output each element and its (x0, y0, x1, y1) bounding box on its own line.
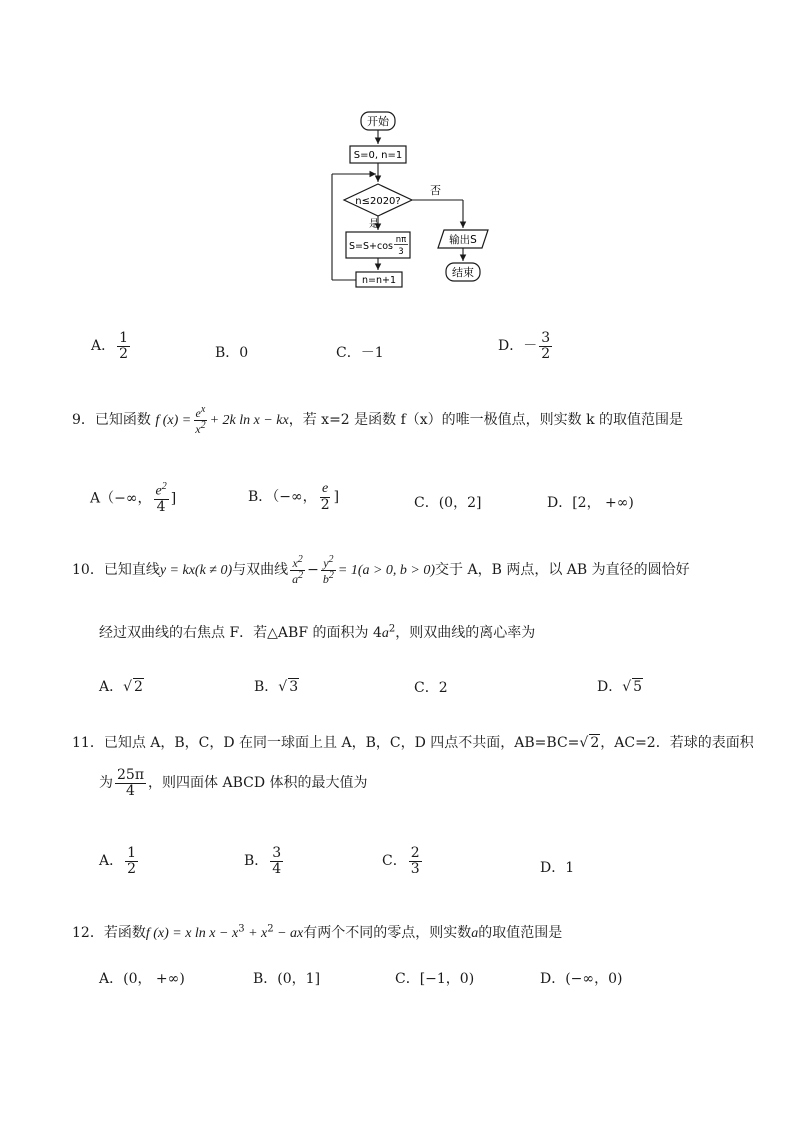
q8-option-d (498, 331, 554, 361)
q10-frac2-den-sup: 2 (328, 569, 334, 581)
q10-option-b-sqrt: √ 3 (278, 679, 299, 695)
q12-tail-b: 的取值范围是 (478, 925, 563, 941)
q10-option-b-rad: 3 (289, 679, 299, 695)
q10-stem-line1 (72, 555, 690, 585)
q11-frac-den: 4 (126, 782, 135, 799)
q10-frac1-num (290, 555, 304, 571)
q9-stem (72, 405, 683, 435)
q10-frac2-den-base: b (322, 571, 329, 586)
increment-label: n=n+1 (361, 275, 397, 286)
q10-frac1-den-base: a (292, 571, 299, 586)
no-label: 否 (430, 184, 441, 197)
q9-func-lhs: f (x) = (155, 413, 192, 429)
q12-option-b: B．(0，1] (253, 971, 321, 987)
q12-sup3: 3 (238, 923, 245, 935)
q10-frac2-num-base: y (323, 556, 329, 570)
q11-option-b-label: B． (244, 853, 269, 870)
q12-sup2: 2 (267, 923, 274, 935)
q10-frac-1 (290, 555, 305, 585)
q10-frac1-den-sup: 2 (298, 569, 304, 581)
body-label: S=S+cos (349, 241, 393, 252)
q12-tail-var: a (471, 926, 479, 941)
q12-option-c: C．[−1，0) (395, 971, 475, 987)
q10-option-a (99, 676, 144, 696)
q10-option-a-rad: 2 (134, 679, 143, 695)
q11-option-c-frac (409, 846, 422, 876)
q10-option-d (597, 676, 643, 696)
output-label: 输出S (449, 234, 477, 246)
q11-stem-line2 (99, 768, 368, 798)
q9-frac-den-base: x (195, 421, 201, 436)
q11-line1-b: ，AC=2．若球的表面积 (600, 735, 754, 751)
q8-option-a-den: 2 (119, 345, 129, 362)
q12-stem (72, 922, 562, 942)
q12-tail-a: 有两个不同的零点，则实数 (303, 925, 472, 941)
q9-option-b-close: ] (333, 489, 340, 506)
q9-frac-num (194, 405, 208, 421)
q11-line2-b: ，则四面体 ABCD 体积的最大值为 (148, 775, 368, 792)
q11-option-a-label: A． (99, 853, 124, 870)
q9-func-rest: + 2k ln x − kx (209, 413, 289, 429)
q10-lead: 10．已知直线 (72, 562, 160, 579)
q11-option-b (244, 846, 285, 876)
q12-lead: 12．若函数 (72, 925, 146, 941)
q11-option-c-label: C． (382, 853, 407, 870)
condition-label: n≤2020? (355, 196, 401, 207)
q10-option-d-label: D． (597, 679, 623, 695)
q9-option-b-label: B．（−∞， (248, 489, 317, 506)
q11-option-c (382, 846, 424, 876)
q9-tail: ，若 x=2 是函数 f（x）的唯一极值点，则实数 k 的取值范围是 (288, 412, 684, 429)
q9-option-a (90, 482, 176, 515)
q12-rest: − ax (273, 926, 304, 941)
q10-frac1-den (290, 571, 305, 586)
q9-frac (193, 405, 207, 435)
q9-frac-num-base: e (195, 406, 201, 420)
q10-line2-sup: 2 (388, 623, 396, 635)
q8-option-d-den: 2 (541, 345, 551, 362)
q8-option-b: B．0 (215, 345, 249, 361)
q10-frac1-num-base: x (292, 556, 298, 570)
q8-option-a-label: A． (91, 338, 116, 355)
q10-line-eq: y = kx(k ≠ 0) (159, 563, 233, 579)
q10-option-c: C．2 (414, 680, 448, 696)
q10-eq-rest: = 1(a > 0, b > 0) (337, 563, 436, 579)
q11-sqrt: √ 2 (579, 735, 600, 751)
q11-line2-a: 为 (99, 775, 113, 792)
q10-line2-a: 经过双曲线的右焦点 F．若△ABF 的面积为 4 (99, 625, 382, 641)
q9-option-a-den: 4 (156, 499, 166, 516)
q9-frac-num-sup: x (200, 404, 206, 415)
q8-option-a-frac (117, 331, 130, 361)
q12-option-d: D．(−∞，0) (540, 971, 623, 987)
q10-tail: 交于 A，B 两点，以 AB 为直径的圆恰好 (435, 562, 690, 579)
q11-rad: 2 (590, 735, 600, 751)
q11-option-d: D．1 (540, 860, 575, 876)
q9-option-b-den: 2 (320, 496, 330, 513)
q11-option-c-den: 3 (410, 860, 420, 877)
q8-option-d-frac (539, 331, 552, 361)
q11-stem-line1 (72, 732, 754, 752)
q10-frac2-den (321, 571, 336, 586)
q10-line2-b: ，则双曲线的离心率为 (395, 625, 536, 641)
q9-option-a-num-base: e (155, 483, 162, 499)
init-label: S=0, n=1 (353, 150, 403, 161)
body-frac-num: nπ (395, 235, 407, 245)
q10-mid: 与双曲线 (232, 562, 289, 579)
q9-option-b (248, 482, 339, 512)
q8-option-c: C．－1 (336, 345, 384, 361)
q9-option-a-num-sup: 2 (161, 481, 167, 492)
q10-option-b (254, 676, 299, 696)
q10-option-a-label: A． (99, 679, 124, 695)
q9-option-a-close: ] (170, 490, 177, 507)
start-label: 开始 (367, 115, 389, 128)
q9-option-a-frac (154, 482, 169, 515)
q11-option-c-num: 2 (410, 845, 420, 861)
q11-line1-a: 11．已知点 A，B，C，D 在同一球面上且 A，B，C，D 四点不共面，AB=BC= (72, 735, 580, 751)
q10-line2-var: a (381, 626, 389, 641)
flowchart (320, 106, 500, 290)
q10-frac1-num-sup: 2 (297, 554, 303, 565)
q11-option-b-den: 4 (272, 860, 282, 877)
q9-option-b-num: e (322, 481, 329, 496)
body-frac-den: 3 (398, 247, 404, 257)
q10-frac-2 (321, 555, 336, 585)
q11-option-a-frac (125, 846, 138, 876)
q11-option-a-den: 2 (127, 860, 137, 877)
q10-option-b-label: B． (254, 679, 279, 695)
q11-option-a-num: 1 (127, 845, 137, 861)
q10-option-d-rad: 5 (633, 679, 643, 695)
yes-label: 是 (369, 219, 379, 230)
q10-option-a-sqrt: √ 2 (123, 679, 143, 695)
q9-option-d: D．[2， +∞) (547, 495, 634, 511)
q8-option-d-label: D．－ (498, 338, 538, 355)
q11-option-a (99, 846, 140, 876)
q10-frac2-num (321, 555, 335, 571)
q11-frac (115, 768, 146, 798)
q10-minus: − (307, 562, 319, 579)
q11-frac-num: 25π (117, 767, 145, 783)
q10-stem-line2 (99, 622, 535, 642)
q8-option-a (91, 331, 132, 361)
q9-option-b-frac (319, 482, 332, 512)
q12-func: f (x) = x ln x − x (145, 926, 239, 941)
q9-lead: 9．已知函数 (72, 412, 151, 429)
q9-option-a-label: A（−∞， (90, 490, 152, 507)
q10-frac2-num-sup: 2 (328, 554, 334, 565)
q11-option-b-num: 3 (272, 845, 282, 861)
q8-option-a-num: 1 (119, 330, 129, 346)
q9-option-a-num (154, 482, 169, 500)
q9-frac-den (193, 421, 207, 436)
end-label: 结束 (452, 266, 474, 279)
q8-option-d-num: 3 (541, 330, 551, 346)
q11-option-b-frac (270, 846, 283, 876)
q9-option-c: C．(0，2] (414, 495, 482, 511)
q12-option-a: A．(0， +∞) (99, 971, 185, 987)
q12-plus: + x (244, 926, 268, 941)
q10-option-d-sqrt: √ 5 (622, 679, 643, 695)
q9-frac-den-sup: 2 (200, 419, 206, 431)
